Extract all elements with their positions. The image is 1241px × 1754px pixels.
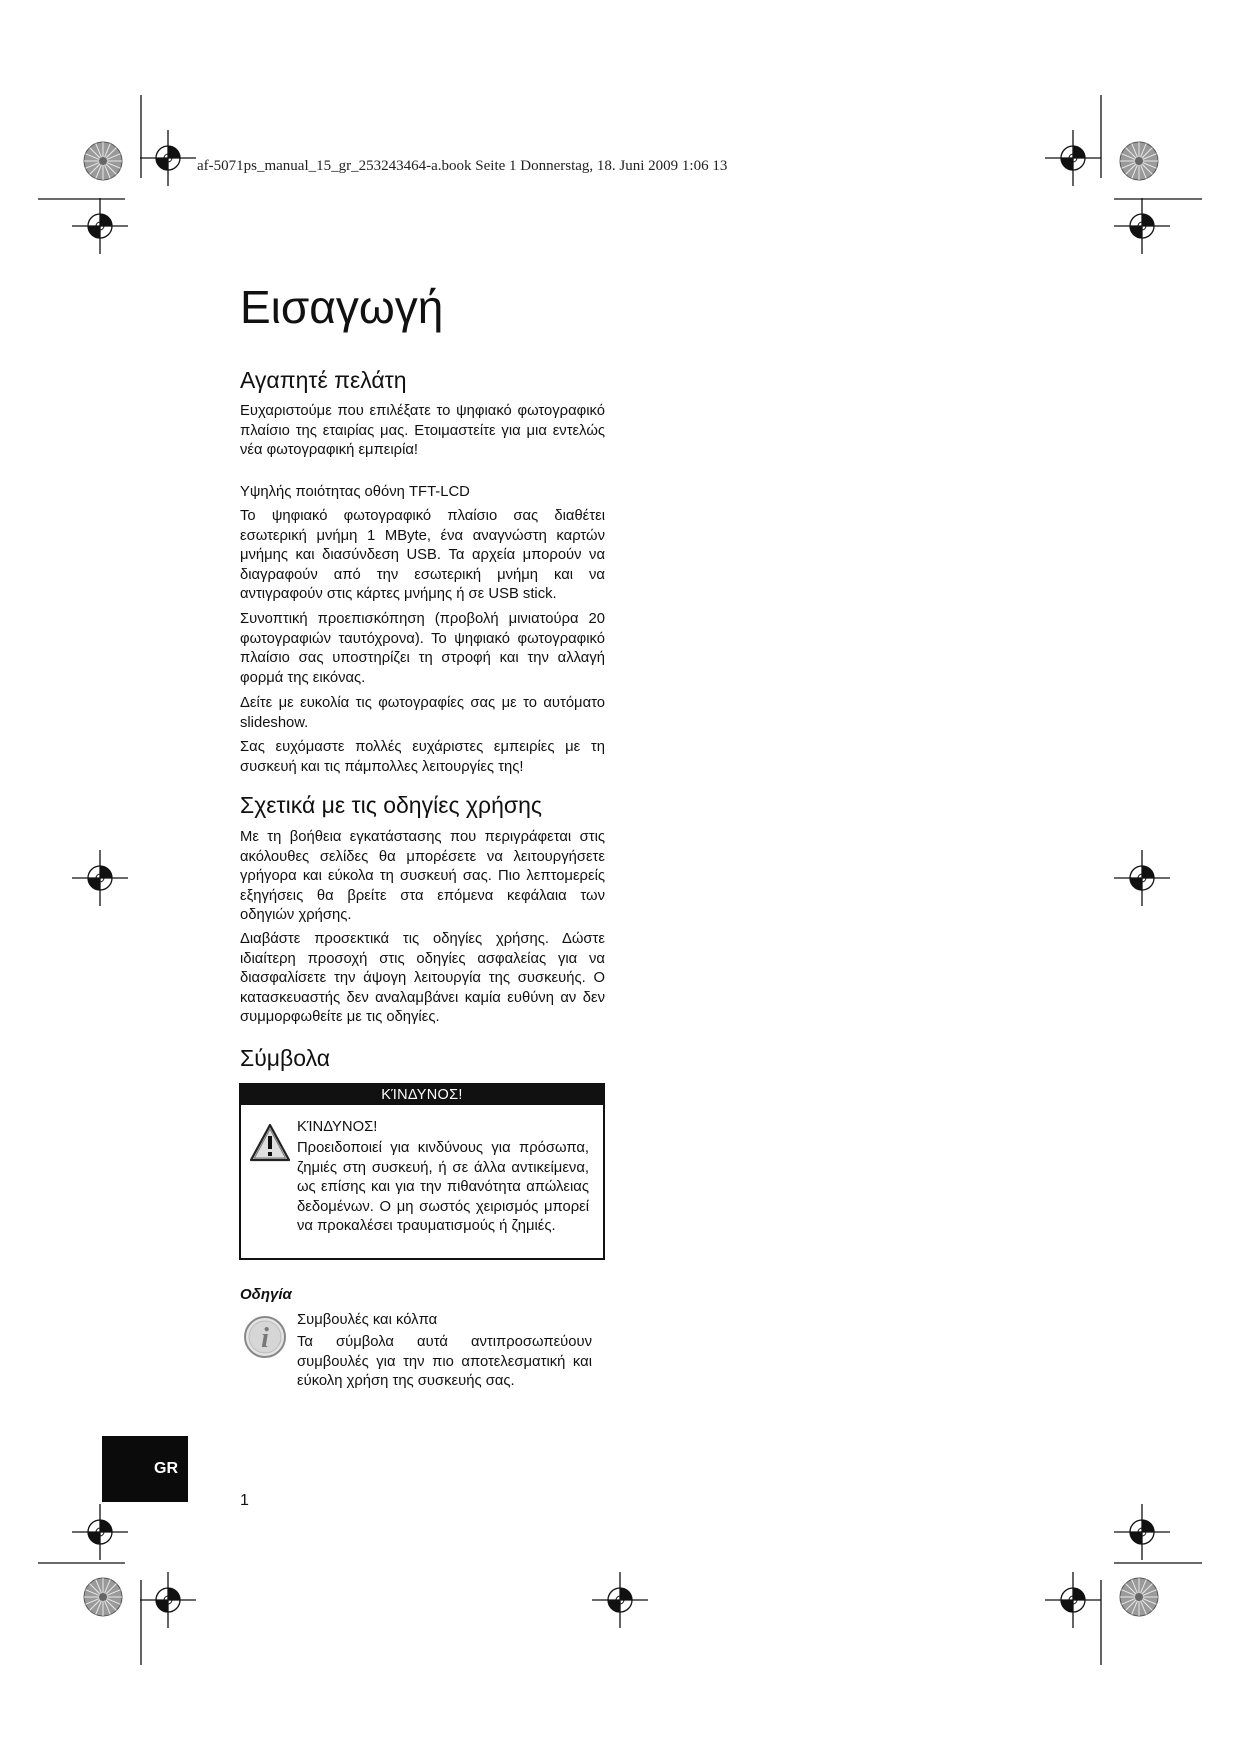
section-heading-customer: Αγαπητέ πελάτη <box>240 367 407 393</box>
danger-box-header: ΚΊΝΔΥΝΟΣ! <box>241 1085 603 1105</box>
danger-box-text: Προειδοποιεί για κινδύνους για πρόσωπα, ζημιές στη συσκευή, ή σε άλλα αντικείμενα, ως επίσης και για την πιθανότητα απώλειας δεδομένων. Ο μη σωστός χειρισμός μπορεί να προκαλέσει τραυματισμούς ή ζημιές. <box>297 1140 589 1235</box>
paragraph: Με τη βοήθεια εγκατάστασης που περιγράφεται στις ακόλουθες σελίδες θα μπορέσετε να λειτουργήσετε γρήγορα και εύκολα τη συσκευή σας. Πιο λεπτομερείς εξηγήσεις θα βρείτε στα επόμενα κεφάλαια των οδηγιών χρήσης. <box>240 829 605 924</box>
paragraph: Υψηλής ποιότητας οθόνη TFT-LCD <box>240 484 470 500</box>
info-icon <box>243 1315 287 1359</box>
danger-box-title: ΚΊΝΔΥΝΟΣ! <box>297 1119 378 1135</box>
paragraph: Το ψηφιακό φωτογραφικό πλαίσιο σας διαθέτει εσωτερική μνήμη 1 MByte, ένα αναγνώστη καρτών μνήμης και διασύνδεση USB. Τα αρχεία μπορούν να διαγραφούν από την εσωτερική μνήμη και να αντιγραφούν στις κάρτες μνήμης ή σε USB stick. <box>240 508 605 603</box>
paragraph: Διαβάστε προσεκτικά τις οδηγίες χρήσης. Δώστε ιδιαίτερη προσοχή στις οδηγίες ασφαλείας για να διασφαλίσετε την άψογη λειτουργία της συσκευής. Ο κατασκευαστής δεν αναλαμβάνει καμία ευθύνη αν δεν συμμορφωθείτε με τις οδηγίες. <box>240 931 605 1026</box>
page-number: 1 <box>240 1492 249 1509</box>
paragraph: Ευχαριστούμε που επιλέξατε το ψηφιακό φωτογραφικό πλαίσιο της εταιρίας μας. Ετοιμαστείτε για μια εντελώς νέα φωτογραφική εμπειρία! <box>240 403 605 459</box>
language-tab: GR <box>102 1436 188 1502</box>
paragraph: Δείτε με ευκολία τις φωτογραφίες σας με το αυτόματο slideshow. <box>240 695 605 731</box>
warning-triangle-icon <box>248 1122 292 1164</box>
section-heading-manual: Σχετικά με τις οδηγίες χρήσης <box>240 792 542 818</box>
danger-box <box>239 1083 605 1260</box>
note-label: Οδηγία <box>240 1286 292 1303</box>
paragraph: Συνοπτική προεπισκόπηση (προβολή μινιατούρα 20 φωτογραφιών ταυτόχρονα). Το ψηφιακό φωτογραφικό πλαίσιο σας υποστηρίζει τη στροφή και την αλλαγή φορμά της εικόνας. <box>240 611 605 686</box>
tip-text: Τα σύμβολα αυτά αντιπροσωπεύουν συμβουλές για την πιο αποτελεσματική και εύκολη χρήση της συσκευής σας. <box>297 1334 592 1390</box>
page-title: Εισαγωγή <box>240 281 444 333</box>
section-heading-symbols: Σύμβολα <box>240 1045 331 1071</box>
tip-title: Συμβουλές και κόλπα <box>297 1312 438 1328</box>
book-header-line: af-5071ps_manual_15_gr_253243464-a.book Seite 1 Donnerstag, 18. Juni 2009 1:06 13 <box>197 158 728 174</box>
paragraph: Σας ευχόμαστε πολλές ευχάριστες εμπειρίες με τη συσκευή και τις πάμπολλες λειτουργίες της! <box>240 739 605 775</box>
svg-text:i: i <box>261 1323 269 1354</box>
